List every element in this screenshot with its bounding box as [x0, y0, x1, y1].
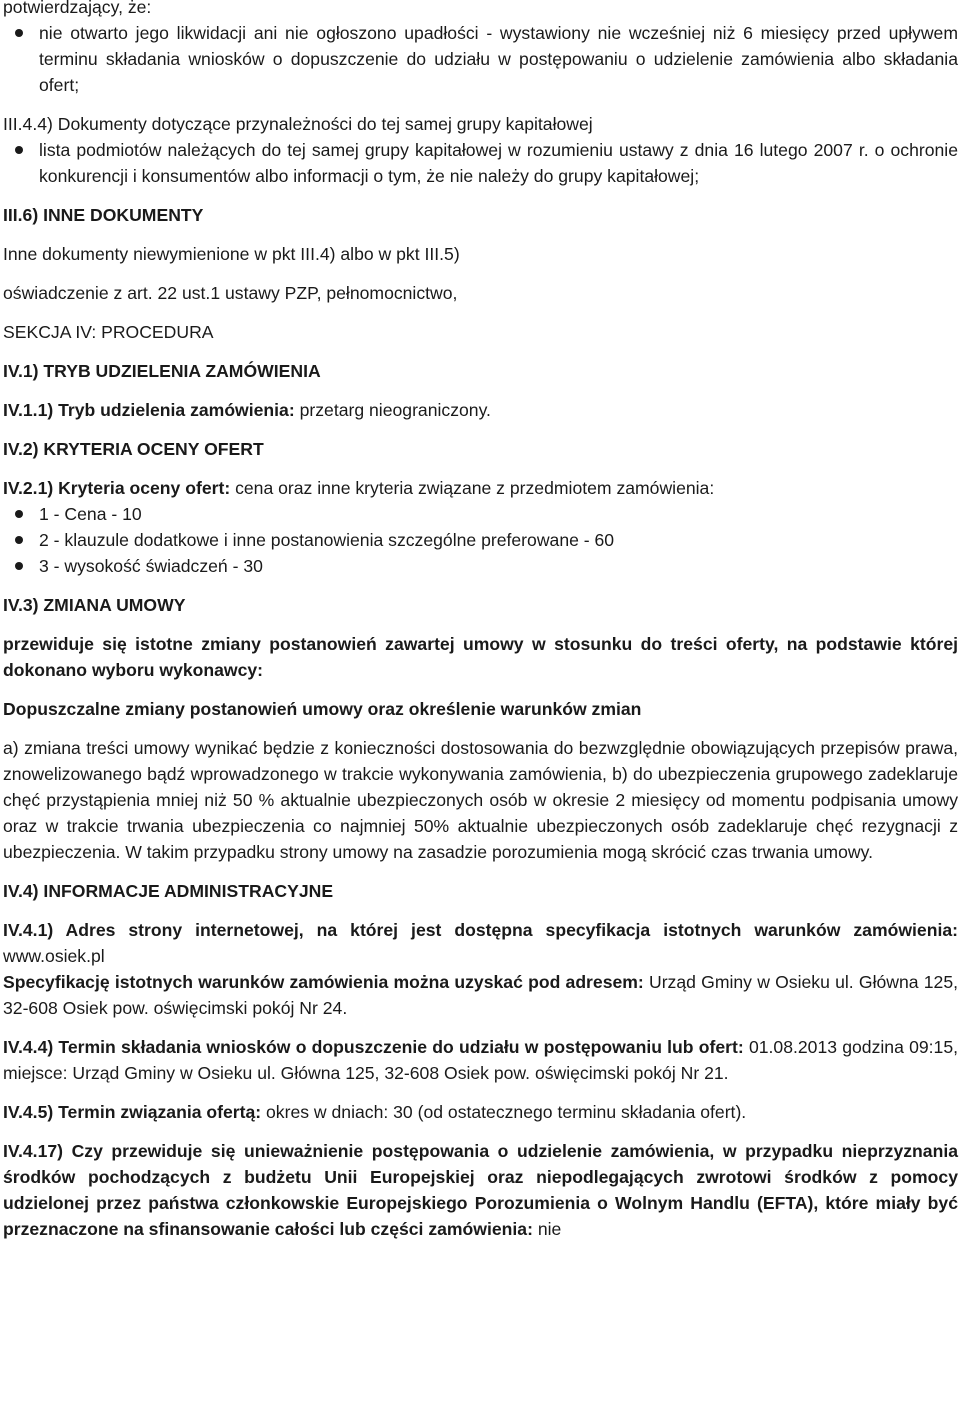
section-iv-4-17 [3, 1138, 958, 1242]
section-iv-4-17-label: IV.4.17) Czy przewiduje się unieważnienie postępowania o udzielenie zamówienia, w przypadku nieprzyznania środków pochodzących z budżetu Unii Europejskiej oraz niepodlegających zwrotowi środków z pomocy udzielonej przez państwa członkowskie Europejskiego Porozumienia o Wolnym Handlu (EFTA), które miały być przeznaczone na sfinansowanie całości lub części zamówienia: [3, 1141, 958, 1239]
section-iii-6-heading: III.6) INNE DOKUMENTY [3, 205, 204, 225]
siwz-value: Urząd Gminy w Osieku ul. Główna 125, 32-608 Osiek pow. oświęcimski pokój Nr 24. [3, 972, 958, 1018]
section-iii-6-text1: Inne dokumenty niewymienione w pkt III.4) albo w pkt III.5) [3, 244, 460, 264]
intro-tail: potwierdzający, że: [3, 0, 152, 17]
section-iv-2-1-value: cena oraz inne kryteria związane z przedmiotem zamówienia: [230, 478, 715, 498]
section-iv-1-1-value: przetarg nieograniczony. [294, 400, 491, 420]
section-iii-4-4: III.4.4) Dokumenty dotyczące przynależności do tej samej grupy kapitałowej [3, 114, 593, 134]
section-iv-4-4 [3, 1034, 958, 1086]
section-iv-4-4-value: 01.08.2013 godzina 09:15, miejsce: Urząd Gminy w Osieku ul. Główna 125, 32-608 Osiek pow. oświęcimski pokój Nr 21. [3, 1037, 958, 1083]
section-iv-3-bold2: Dopuszczalne zmiany postanowień umowy oraz określenie warunków zmian [3, 699, 642, 719]
section-iv-title: SEKCJA IV: PROCEDURA [3, 322, 214, 342]
siwz-label: Specyfikację istotnych warunków zamówienia można uzyskać pod adresem: [3, 972, 644, 992]
section-iv-4-heading: IV.4) INFORMACJE ADMINISTRACYJNE [3, 881, 334, 901]
section-iii-6-text2: oświadczenie z art. 22 ust.1 ustawy PZP, pełnomocnictwo, [3, 283, 458, 303]
website-link[interactable]: www.osiek.pl [3, 946, 105, 966]
bullet-list-capital-group [3, 137, 958, 189]
criteria-item: 1 - Cena - 10 [3, 501, 958, 527]
section-iv-4-4-label: IV.4.4) Termin składania wniosków o dopuszczenie do udziału w postępowaniu lub ofert: [3, 1037, 744, 1057]
section-iv-1-1-label: IV.1.1) Tryb udzielenia zamówienia: [3, 400, 295, 420]
section-iv-4-1-label: IV.4.1) Adres strony internetowej, na której jest dostępna specyfikacja istotnych warunków zamówienia: [3, 920, 958, 940]
criteria-item: 2 - klauzule dodatkowe i inne postanowienia szczególne preferowane - 60 [3, 527, 958, 553]
section-iv-2-heading: IV.2) KRYTERIA OCENY OFERT [3, 439, 264, 459]
section-iv-3-bold1: przewiduje się istotne zmiany postanowień zawartej umowy w stosunku do treści oferty, na podstawie której dokonano wyboru wykonawcy: [3, 634, 958, 680]
list-item: lista podmiotów należących do tej samej grupy kapitałowej w rozumieniu ustawy z dnia 16 lutego 2007 r. o ochronie konkurencji i konsumentów albo informacji o tym, że nie należy do grupy kapitałowej; [3, 137, 958, 189]
section-iv-3-heading: IV.3) ZMIANA UMOWY [3, 595, 186, 615]
section-iv-1-heading: IV.1) TRYB UDZIELENIA ZAMÓWIENIA [3, 361, 321, 381]
list-item: nie otwarto jego likwidacji ani nie ogłoszono upadłości - wystawiony nie wcześniej niż 6 miesięcy przed upływem terminu składania wniosków o dopuszczenie do udziału w postępowaniu o udzielenie zamówienia albo składania ofert; [3, 20, 958, 98]
section-iv-1-1 [3, 397, 958, 423]
section-iv-2-1 [3, 475, 958, 501]
siwz-address [3, 969, 958, 1021]
criteria-item: 3 - wysokość świadczeń - 30 [3, 553, 958, 579]
section-iv-2-1-label: IV.2.1) Kryteria oceny ofert: [3, 478, 231, 498]
section-iv-4-5 [3, 1099, 958, 1125]
section-iv-4-1 [3, 917, 958, 969]
bullet-list-liquidation [3, 20, 958, 98]
criteria-list [3, 501, 958, 579]
section-iv-4-5-value: okres w dniach: 30 (od ostatecznego terminu składania ofert). [261, 1102, 747, 1122]
section-iv-4-17-value: nie [532, 1219, 562, 1239]
section-iv-3-text: a) zmiana treści umowy wynikać będzie z konieczności dostosowania do bezwzględnie obowiązujących przepisów prawa, znowelizowanego bądź wprowadzonego w trakcie wykonywania zamówienia, b) do ubezpieczenia grupowego zadeklaruje chęć przystąpienia mniej niż 50 % aktualnie ubezpieczonych osób w okresie 2 miesięcy od momentu podpisania umowy oraz w trakcie trwania ubezpieczenia co najmniej 50% aktualnie ubezpieczonych osób zadeklaruje chęć rezygnacji z ubezpieczenia. W takim przypadku strony umowy na zasadzie porozumienia mogą skrócić czas trwania umowy. [3, 738, 958, 862]
section-iv-4-5-label: IV.4.5) Termin związania ofertą: [3, 1102, 262, 1122]
